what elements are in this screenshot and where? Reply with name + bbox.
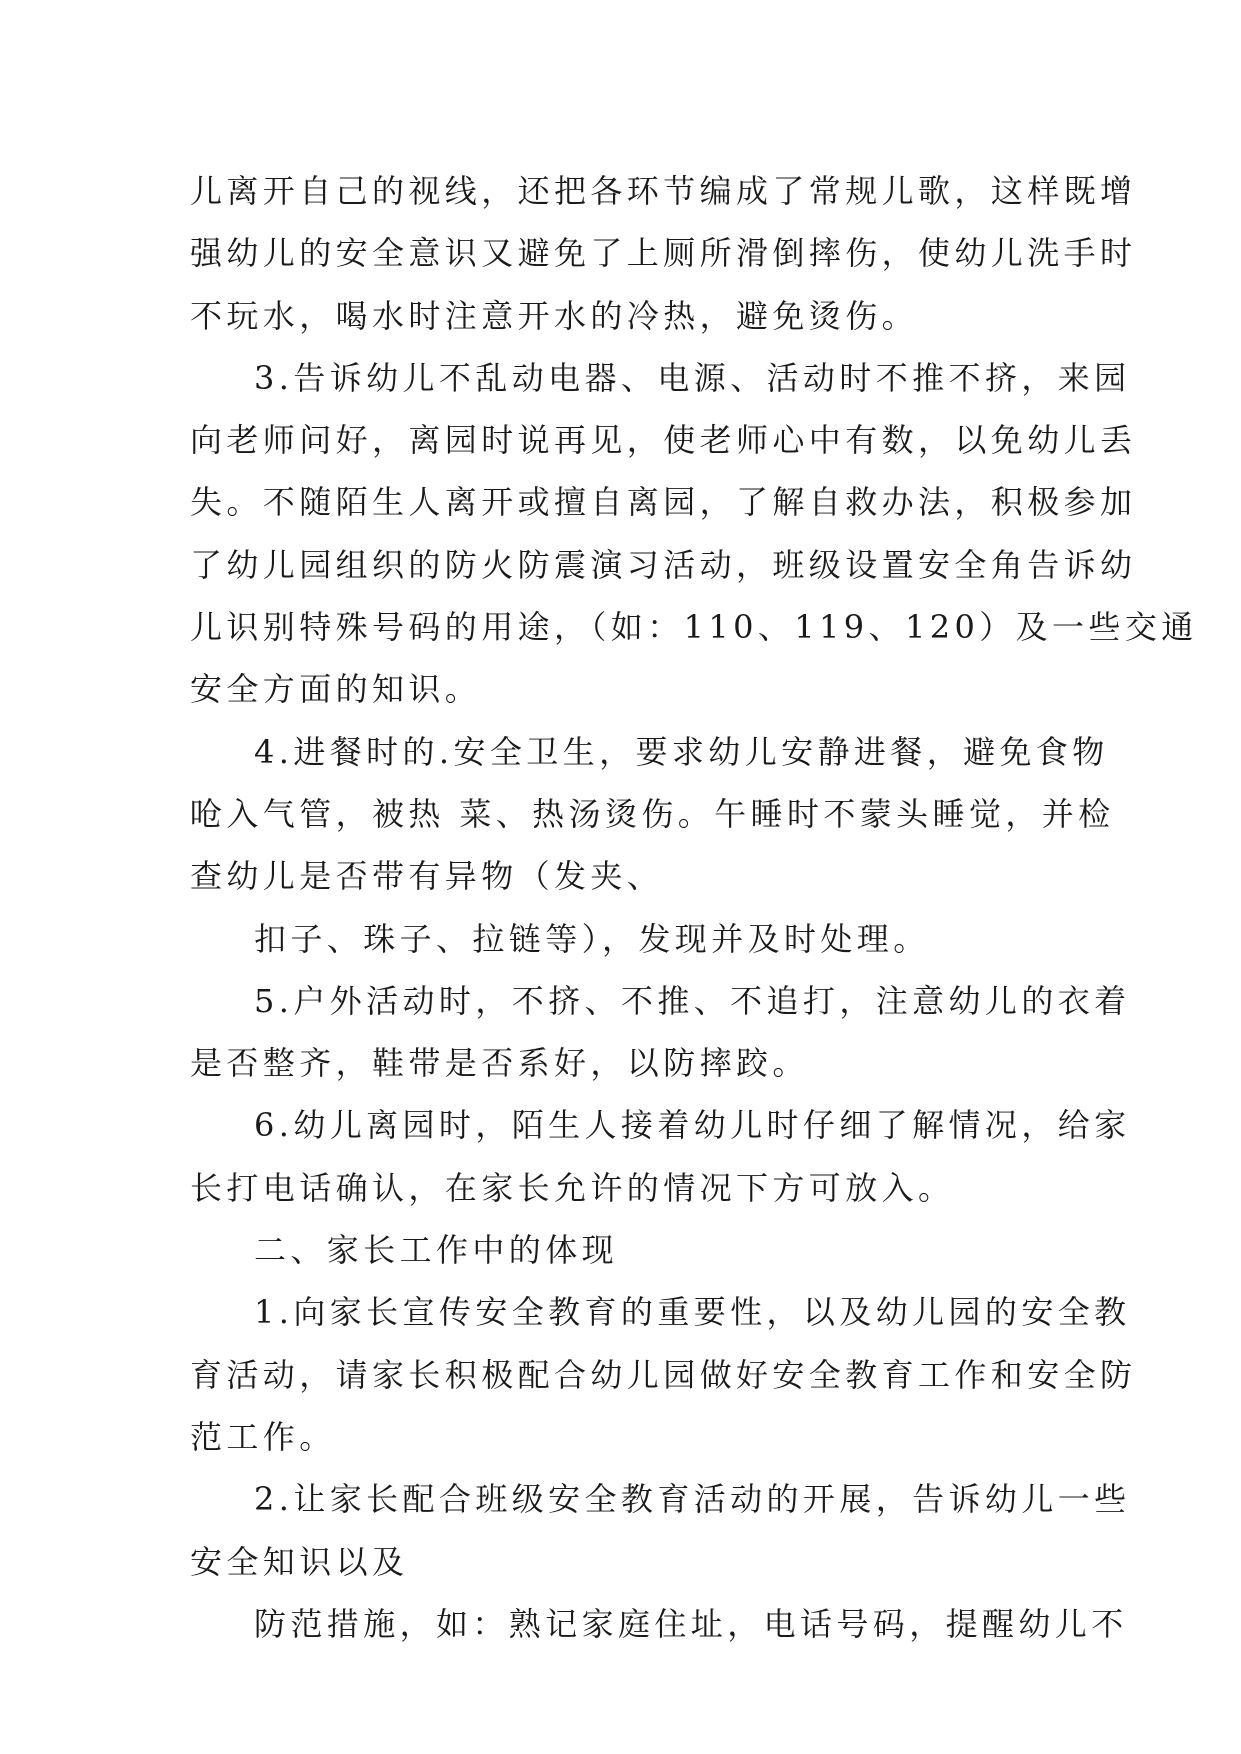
text-line-19: 1.向家长宣传安全教育的重要性，以及幼儿园的安全教 <box>254 1293 1131 1332</box>
text-line-12: 查幼儿是否带有异物（发夹、 <box>190 857 664 896</box>
text-line-13: 扣子、珠子、拉链等），发现并及时处理。 <box>254 919 930 958</box>
text-line-10: 4.进餐时的.安全卫生，要求幼儿安静进餐，避免食物 <box>254 732 1109 771</box>
text-line-14: 5.户外活动时，不挤、不推、不追打，注意幼儿的衣着 <box>254 981 1131 1020</box>
text-line-8: 儿识别特殊号码的用途，（如：110、119、120）及一些交通 <box>190 608 1198 647</box>
text-line-4: 3.告诉幼儿不乱动电器、电源、活动时不推不挤，来园 <box>254 358 1131 397</box>
text-line-20: 育活动，请家长积极配合幼儿园做好安全教育工作和安全防 <box>190 1355 1137 1394</box>
text-line-22: 2.让家长配合班级安全教育活动的开展，告诉幼儿一些 <box>254 1480 1131 1519</box>
document-body <box>190 160 1198 1655</box>
text-line-21: 范工作。 <box>190 1417 336 1456</box>
text-line-24: 防范措施，如：熟记家庭住址，电话号码，提醒幼儿不 <box>254 1604 1128 1643</box>
text-line-1: 儿离开自己的视线，还把各环节编成了常规儿歌，这样既增 <box>190 172 1137 210</box>
text-line-6: 失。不随陌生人离开或擅自离园，了解自救办法，积极参加 <box>190 483 1137 522</box>
text-line-7: 了幼儿园组织的防火防震演习活动，班级设置安全角告诉幼 <box>190 545 1137 584</box>
text-line-5: 向老师问好，离园时说再见，使老师心中有数，以免幼儿丢 <box>190 421 1137 460</box>
text-line-11: 呛入气管，被热 菜、热汤烫伤。午睡时不蒙头睡觉，并检 <box>190 794 1115 833</box>
text-line-3: 不玩水，喝水时注意开水的冷热，避免烫伤。 <box>190 296 919 335</box>
section-heading: 二、家长工作中的体现 <box>254 1231 619 1270</box>
text-line-15: 是否整齐，鞋带是否系好，以防摔跤。 <box>190 1044 809 1083</box>
text-line-23: 安全知识以及 <box>190 1542 409 1581</box>
text-line-16: 6.幼儿离园时，陌生人接着幼儿时仔细了解情况，给家 <box>254 1106 1131 1145</box>
text-line-9: 安全方面的知识。 <box>190 670 482 709</box>
text-line-2: 强幼儿的安全意识又避免了上厕所滑倒摔伤，使幼儿洗手时 <box>190 234 1137 273</box>
text-line-17: 长打电话确认，在家长允许的情况下方可放入。 <box>190 1168 955 1207</box>
